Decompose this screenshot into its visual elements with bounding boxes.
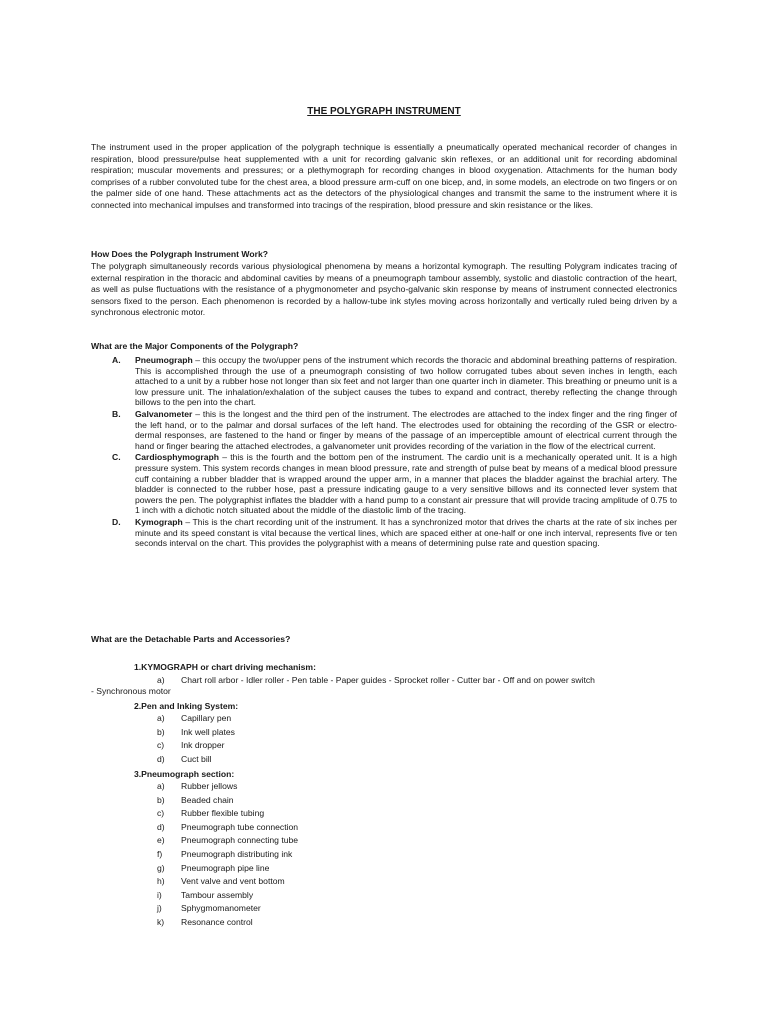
list-letter: b) (157, 726, 165, 737)
list-letter: d) (157, 821, 165, 832)
detachable-heading: What are the Detachable Parts and Accessories? (91, 634, 291, 644)
document-title: THE POLYGRAPH INSTRUMENT (307, 106, 461, 117)
pen-section-title: 2.Pen and Inking System: (134, 701, 239, 711)
pneumograph-items-list (157, 780, 298, 930)
list-item (157, 807, 298, 821)
list-item (157, 726, 235, 740)
list-item (157, 889, 298, 903)
component-letter: D. (112, 516, 121, 527)
list-item (157, 902, 298, 916)
components-heading: What are the Major Components of the Polygraph? (91, 341, 299, 351)
list-item-text: Pneumograph tube connection (181, 821, 299, 832)
kymograph-parts-line (157, 675, 595, 685)
list-item (157, 916, 298, 930)
component-letter: C. (112, 452, 121, 463)
list-item-text: Ink well plates (181, 726, 235, 737)
component-description: – this is the longest and the third pen of the instrument. The electrodes are attached to the index finger and the ring finger of the left hand, or to the palmar and dorsal surfaces of the left hand. The electrodes used for obtaining the recording of the GSR or electro-dermal responses, are fastened to the hand or finger by means of the passage of an imperceptible amount of electrical current through the hand or finger bearing the attached electrodes, a galvanometer unit provides recording of the variation in the flow of the electrical current. (135, 408, 677, 451)
component-item (91, 517, 677, 549)
list-item (157, 848, 298, 862)
how-heading: How Does the Polygraph Instrument Work? (91, 249, 268, 259)
list-letter: i) (157, 889, 162, 900)
list-item (157, 794, 298, 808)
components-list (91, 355, 677, 550)
list-letter: a) (157, 675, 165, 685)
component-item (91, 409, 677, 451)
list-item (157, 753, 235, 767)
pneumograph-section-title: 3.Pneumograph section: (134, 769, 235, 779)
list-letter: a) (157, 713, 165, 723)
list-item-text: Sphygmomanometer (181, 903, 261, 914)
component-description: – This is the chart recording unit of the instrument. It has a synchronized motor that drives the charts at the rate of six inches per minute and its speed constant is vital because the vertical lines, which are spaced either at one-half or one inch interval, represents five or ten seconds interval on the chart. This provides the polygraphist with a means of determining pulse rate and question spacing. (135, 516, 677, 549)
list-letter: j) (157, 903, 162, 914)
list-letter: b) (157, 794, 165, 805)
component-name: Galvanometer (135, 408, 193, 419)
list-item-text: Capillary pen (181, 713, 232, 723)
list-item (157, 712, 235, 726)
list-item-text: Pneumograph connecting tube (181, 835, 299, 846)
list-item-text: Cuct bill (181, 753, 212, 764)
list-letter: d) (157, 753, 165, 764)
component-description: – this occupy the two/upper pens of the instrument which records the thoracic and abdominal breathing patterns of respiration. This is accomplished through the use of a pneumograph consisting of two hollow corrugated tubes about seven inches in length, each attached to a unit by a rubber hose not longer than six feet and not larger than one quarter inch in diameter. This breathing or pneumo unit is a low pressure unit. The inhalation/exhalation of the subject causes the tubes to expand and contract, thereby reflecting the change through billows to the pen into the chart. (135, 355, 677, 408)
list-letter: g) (157, 862, 165, 873)
kymograph-parts-continuation: - Synchronous motor (91, 686, 171, 696)
how-paragraph: The polygraph simultaneously records various physiological phenomena by means a horizontal kymograph. The resulting Polygram indicates tracing of external respiration in the thoracic and abdominal cavities by means of a pneumograph tambour assembly, systolic and diastolic contraction of the heart, as well as pulse fluctuations with the resistance of a phygmonometer and psycho-galvanic skin response by means of instrument connected electronics sensors fixed to the person. Each phenomenon is recorded by a hallow-tube ink styles moving across horizontally and vertically ruled being driven by a synchronous electronic motor. (91, 261, 677, 318)
list-item (157, 862, 298, 876)
kymograph-section-title: 1.KYMOGRAPH or chart driving mechanism: (134, 662, 316, 672)
list-letter: k) (157, 916, 165, 927)
list-letter: c) (157, 808, 165, 819)
list-item-text: Rubber flexible tubing (181, 808, 265, 819)
intro-paragraph: The instrument used in the proper application of the polygraph technique is essentially a pneumatically operated mechanical recorder of changes in respiration, blood pressure/pulse heat supplemented with a unit for recording galvanic skin reflexes, or an additional unit for recording abdominal respiration; muscular movements and pressures; or a plethymograph for recording changes in blood oxygenation. Attachments for the human body comprises of a rubber convoluted tube for the chest area, a blood pressure arm-cuff on one bicep, and, in some models, an electrode on two fingers or on the palmer side of one hand. These attachments act as the detectors of the physiological changes and transmit the same to the instrument where it is connected into mechanical impulses and transformed into tracings of the respiration, blood pressure and skin resistance or the likes. (91, 142, 677, 210)
list-item-text: Beaded chain (181, 794, 234, 805)
component-name: Cardiosphymograph (135, 452, 220, 463)
component-item (91, 355, 677, 408)
pen-items-list (157, 712, 235, 766)
component-name: Kymograph (135, 516, 183, 527)
list-item-text: Resonance control (181, 916, 253, 927)
list-item-text: Ink dropper (181, 740, 225, 751)
component-item (91, 452, 677, 516)
list-letter: c) (157, 740, 165, 751)
list-item-text: Vent valve and vent bottom (181, 876, 285, 887)
list-letter: a) (157, 781, 165, 791)
list-letter: f) (157, 848, 163, 859)
component-letter: A. (112, 355, 121, 365)
component-letter: B. (112, 408, 121, 419)
list-item-text: Tambour assembly (181, 889, 254, 900)
kymograph-parts-text: Chart roll arbor - Idler roller - Pen table - Paper guides - Sprocket roller - Cutter bar - Off and on power switch (181, 675, 595, 685)
list-letter: h) (157, 876, 165, 887)
component-description: – this is the fourth and the bottom pen of the instrument. The cardio unit is a mechanically operated unit. It is a high pressure system. This system records changes in mean blood pressure, rate and strength of pulse beat by means of a medical blood pressure cuff containing a rubber bladder that is wrapped around the upper arm, in a manner that places the bladder against the brachial artery. The bladder is connected to the rubber hose, past a pressure indicating gauge to a very sensitive billows and its connected lever system that powers the pen. The polygraphist inflates the bladder with a hand pump to a constant air pressure that will provide tracing amplitude of 0.75 to 1 inch with a dichotic notch situated about the middle of the diastolic limb of the tracing. (135, 452, 677, 516)
list-item (157, 834, 298, 848)
list-item-text: Pneumograph distributing ink (181, 848, 293, 859)
list-item (157, 739, 235, 753)
list-item (157, 780, 298, 794)
list-letter: e) (157, 835, 165, 846)
component-name: Pneumograph (135, 355, 193, 365)
list-item (157, 875, 298, 889)
list-item-text: Rubber jellows (181, 781, 238, 791)
list-item-text: Pneumograph pipe line (181, 862, 270, 873)
list-item (157, 821, 298, 835)
